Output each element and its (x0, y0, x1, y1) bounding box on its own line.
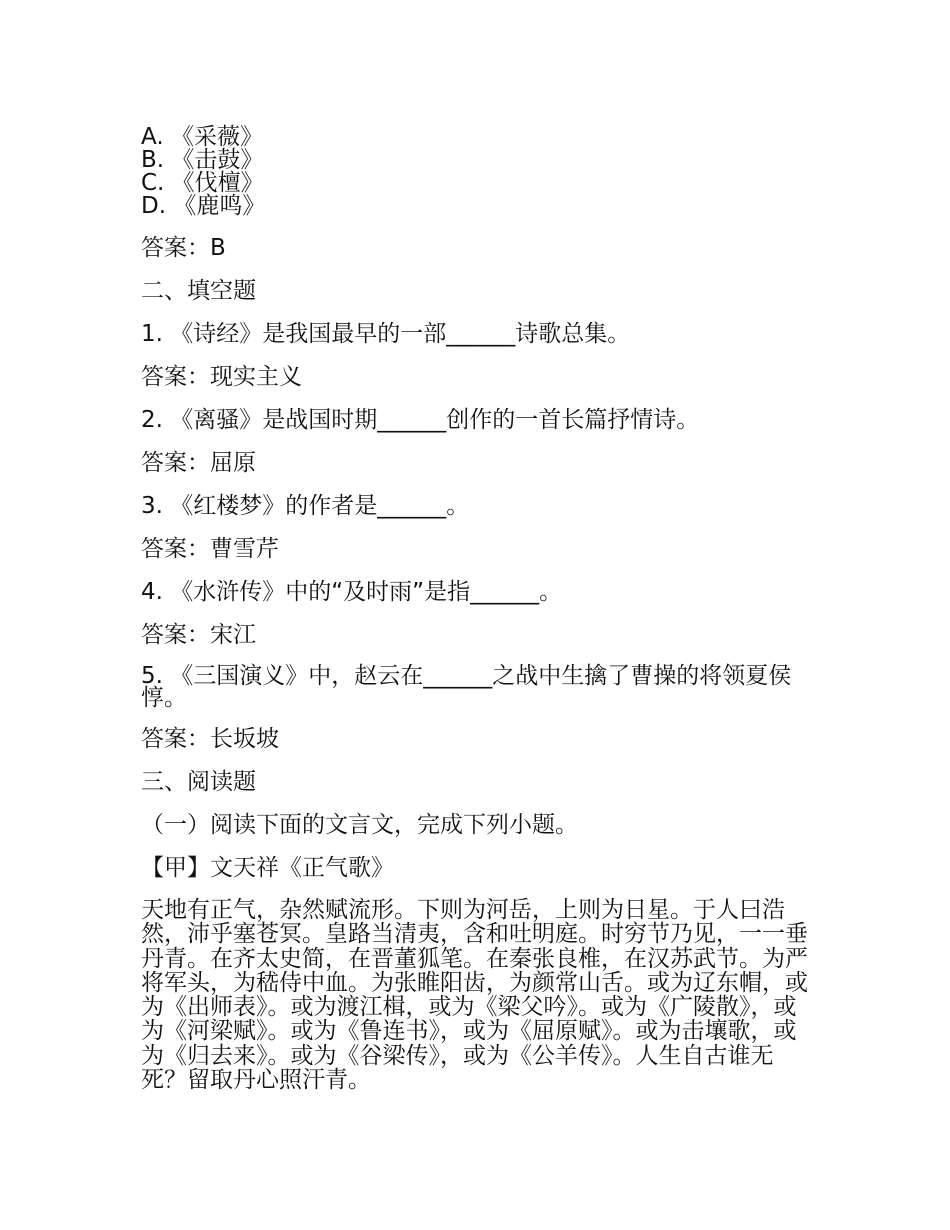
fill-answer-2: 答案：屈原 (141, 450, 256, 476)
reading-intro: （一）阅读下面的文言文，完成下列小题。 (141, 812, 578, 838)
section-title-reading: 三、阅读题 (141, 769, 256, 795)
fill-question-1: 1. 《诗经》是我国最早的一部______诗歌总集。 (141, 321, 631, 347)
option-a: A. 《采薇》 (141, 124, 263, 150)
fill-question-2: 2. 《离骚》是战国时期______创作的一首长篇抒情诗。 (141, 407, 700, 433)
fill-answer-5: 答案：长坂坡 (141, 726, 279, 752)
option-c: C. 《伐檀》 (141, 170, 264, 196)
passage-title: 【甲】文天祥《正气歌》 (141, 855, 394, 881)
fill-question-5: 5. 《三国演义》中，赵云在______之战中生擒了曹操的将领夏侯惇。 (141, 663, 792, 711)
fill-answer-1: 答案：现实主义 (141, 364, 302, 390)
document-body (141, 126, 821, 1092)
fill-answer-3: 答案：曹雪芹 (141, 536, 279, 562)
fill-question-3: 3. 《红楼梦》的作者是______。 (141, 493, 470, 519)
answer-mc: 答案：B (141, 235, 226, 261)
passage-text: 天地有正气，杂然赋流形。下则为河岳，上则为日星。于人曰浩然，沛乎塞苍冥。皇路当清夷，含和吐明庭。时穷节乃见，一一垂丹青。在齐太史简，在晋董狐笔。在秦张良椎，在汉苏武节。为严将军头，为嵇侍中血。为张睢阳齿，为颜常山舌。或为辽东帽，或为《出师表》。或为渡江楫，或为《梁父吟》。或为《广陵散》，或为《河梁赋》。或为《鲁连书》，或为《屈原赋》。或为击壤歌，或为《归去来》。或为《谷梁传》，或为《公羊传》。人生自古谁无死？留取丹心照汗青。 (141, 897, 808, 1094)
option-b: B. 《击鼓》 (141, 147, 264, 173)
fill-answer-4: 答案：宋江 (141, 622, 256, 648)
choice-options (141, 126, 821, 218)
section-title-fill-blank: 二、填空题 (141, 278, 256, 304)
fill-question-4: 4. 《水浒传》中的“及时雨”是指______。 (141, 579, 563, 605)
option-d: D. 《鹿鸣》 (141, 193, 266, 219)
